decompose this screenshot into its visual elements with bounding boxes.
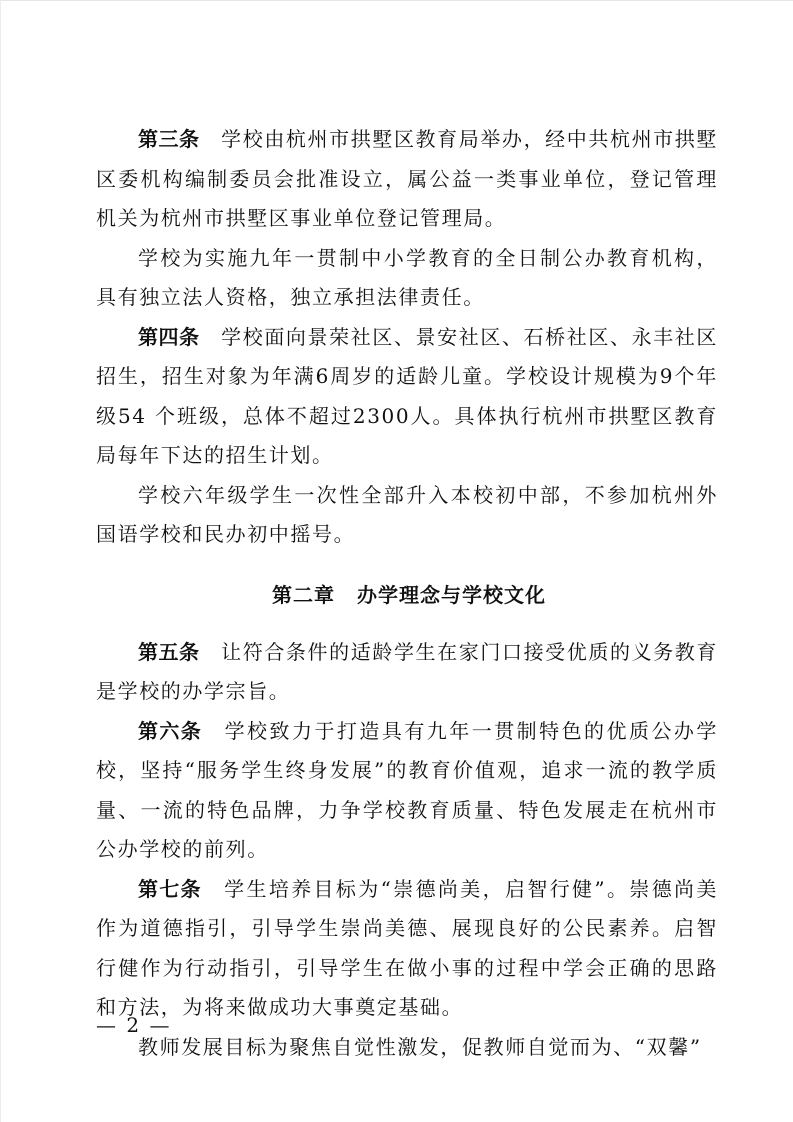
article-label: 第五条 <box>138 639 200 664</box>
document-body <box>96 120 718 1067</box>
article-text: 学校由杭州市拱墅区教育局举办，经中共杭州市拱墅区委机构编制委员会批准设立，属公益一类事业单位，登记管理机关为杭州市拱墅区事业单位登记管理局。 <box>96 127 718 230</box>
article-label: 第三条 <box>138 127 200 151</box>
page-edge-top <box>0 0 793 1</box>
chapter-title: 办学理念与学校文化 <box>357 582 546 607</box>
article-5-paragraph <box>96 633 718 712</box>
paragraph <box>96 1028 718 1068</box>
paragraph-text: 学校为实施九年一贯制中小学教育的全日制公办教育机构，具有独立法人资格，独立承担法律责任。 <box>96 245 718 309</box>
article-label: 第七条 <box>138 876 202 901</box>
paragraph <box>96 239 718 318</box>
article-label: 第六条 <box>138 718 203 743</box>
article-text: 学校致力于打造具有九年一贯制特色的优质公办学校，坚持“服务学生终身发展”的教育价值观，追求一流的教学质量、一流的特色品牌，力争学校教育质量、特色发展走在杭州市公办学校的前列。 <box>96 718 718 861</box>
paragraph-text: 学校六年级学生一次性全部升入本校初中部，不参加杭州外国语学校和民办初中摇号。 <box>96 482 718 546</box>
article-label: 第四条 <box>138 324 200 349</box>
chapter-number: 第二章 <box>272 582 335 607</box>
article-3-paragraph <box>96 120 718 239</box>
article-7-paragraph <box>96 870 718 1028</box>
article-text: 学校面向景荣社区、景安社区、石桥社区、永丰社区招生，招生对象为年满6周岁的适龄儿童。学校设计规模为9个年级54 个班级，总体不超过2300人。具体执行杭州市拱墅区教育局每年下达的招生计划。 <box>96 324 718 467</box>
paragraph-text: 教师发展目标为聚焦自觉性激发，促教师自觉而为、“双馨” <box>138 1034 702 1059</box>
page-edge-left <box>0 0 1 1122</box>
article-6-paragraph <box>96 712 718 870</box>
paragraph <box>96 476 718 555</box>
chapter-heading <box>96 575 718 615</box>
article-text: 学生培养目标为“崇德尚美，启智行健”。崇德尚美作为道德指引，引导学生崇尚美德、展现良好的公民素养。启智行健作为行动指引，引导学生在做小事的过程中学会正确的思路和方法，为将来做成功大事奠定基础。 <box>96 876 719 1019</box>
page-number: — 2 — <box>96 1013 172 1037</box>
article-4-paragraph <box>96 318 718 476</box>
article-text: 让符合条件的适龄学生在家门口接受优质的义务教育是学校的办学宗旨。 <box>96 639 718 703</box>
